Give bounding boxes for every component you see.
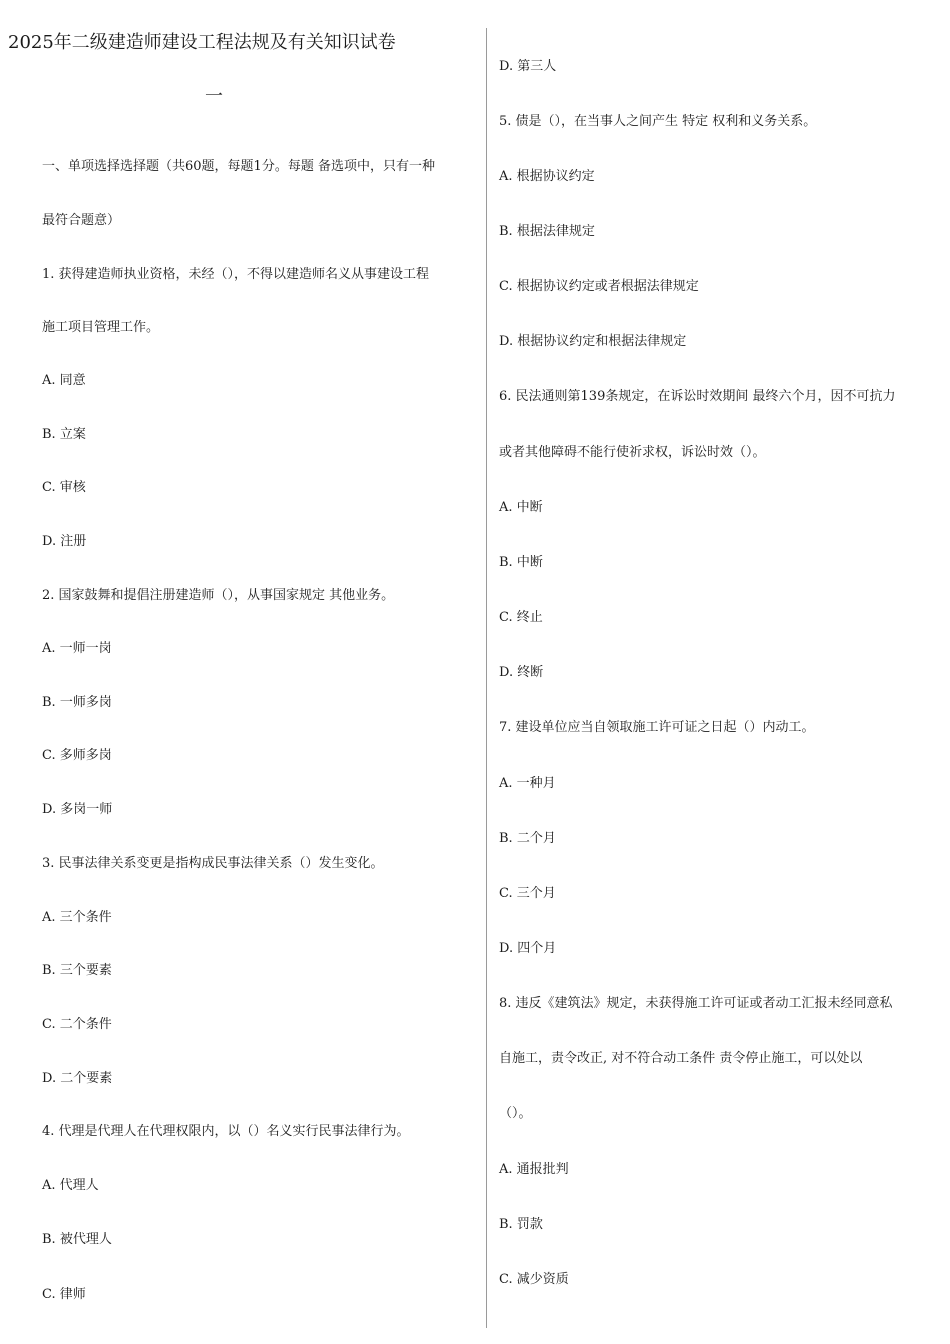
- option-line: C. 多师多岗: [42, 748, 112, 763]
- option-line: C. 审核: [42, 480, 86, 495]
- option-line: D. 根据协议约定和根据法律规定: [499, 334, 687, 349]
- question-3: 3. 民事法律关系变更是指构成民事法律关系（）发生变化。: [42, 856, 384, 871]
- question-5: 5. 债是（），在当事人之间产生 特定 权利和义务关系。: [499, 114, 817, 129]
- option-line: B. 被代理人: [42, 1232, 112, 1247]
- document-title: 2025年二级建造师建设工程法规及有关知识试卷: [8, 32, 396, 53]
- question-2: 2. 国家鼓舞和提倡注册建造师（），从事国家规定 其他业务。: [42, 588, 395, 603]
- option-line: C. 二个条件: [42, 1017, 112, 1032]
- option-line: A. 根据协议约定: [499, 169, 595, 184]
- option-line: C. 三个月: [499, 886, 556, 901]
- section-heading-cont: 最符合题意）: [42, 213, 121, 228]
- option-line: D. 四个月: [499, 941, 557, 956]
- option-line: B. 三个要素: [42, 963, 112, 978]
- option-line: B. 罚款: [499, 1217, 543, 1232]
- column-divider: [486, 28, 487, 1328]
- question-8-cont: 自施工，责令改正, 对不符合动工条件 责令停止施工，可以处以: [499, 1051, 863, 1066]
- option-line: B. 二个月: [499, 831, 556, 846]
- option-line: A. 中断: [499, 500, 543, 515]
- option-line: A. 三个条件: [42, 910, 112, 925]
- question-1-cont: 施工项目管理工作。: [42, 320, 160, 335]
- option-line: C. 终止: [499, 610, 543, 625]
- question-8-cont: （）。: [499, 1106, 532, 1121]
- option-line: D. 二个要素: [42, 1071, 113, 1086]
- option-line: C. 根据协议约定或者根据法律规定: [499, 279, 699, 294]
- option-line: C. 减少资质: [499, 1272, 569, 1287]
- section-heading: 一、单项选择选择题（共60题，每题1分。每题 备选项中，只有一种: [42, 159, 435, 174]
- question-6-cont: 或者其他障碍不能行使祈求权，诉讼时效（）。: [499, 445, 766, 460]
- option-line: D. 多岗一师: [42, 802, 113, 817]
- option-line: D. 第三人: [499, 59, 557, 74]
- question-4: 4. 代理是代理人在代理权限内，以（）名义实行民事法律行为。: [42, 1124, 410, 1139]
- question-7: 7. 建设单位应当自领取施工许可证之日起（）内动工。: [499, 720, 815, 735]
- question-1: 1. 获得建造师执业资格，未经（），不得以建造师名义从事建设工程: [42, 267, 430, 282]
- option-line: B. 一师多岗: [42, 695, 112, 710]
- option-line: B. 立案: [42, 427, 86, 442]
- option-line: B. 根据法律规定: [499, 224, 595, 239]
- option-line: C. 律师: [42, 1287, 86, 1302]
- option-line: D. 终断: [499, 665, 544, 680]
- option-line: A. 同意: [42, 373, 86, 388]
- option-line: B. 中断: [499, 555, 543, 570]
- document-subtitle: 一: [205, 86, 223, 107]
- option-line: A. 通报批判: [499, 1162, 569, 1177]
- question-8: 8. 违反《建筑法》规定，未获得施工许可证或者动工汇报未经同意私: [499, 996, 893, 1011]
- option-line: A. 一种月: [499, 776, 556, 791]
- option-line: A. 一师一岗: [42, 641, 112, 656]
- option-line: A. 代理人: [42, 1178, 99, 1193]
- question-6: 6. 民法通则第139条规定，在诉讼时效期间 最终六个月，因不可抗力: [499, 389, 896, 404]
- option-line: D. 注册: [42, 534, 87, 549]
